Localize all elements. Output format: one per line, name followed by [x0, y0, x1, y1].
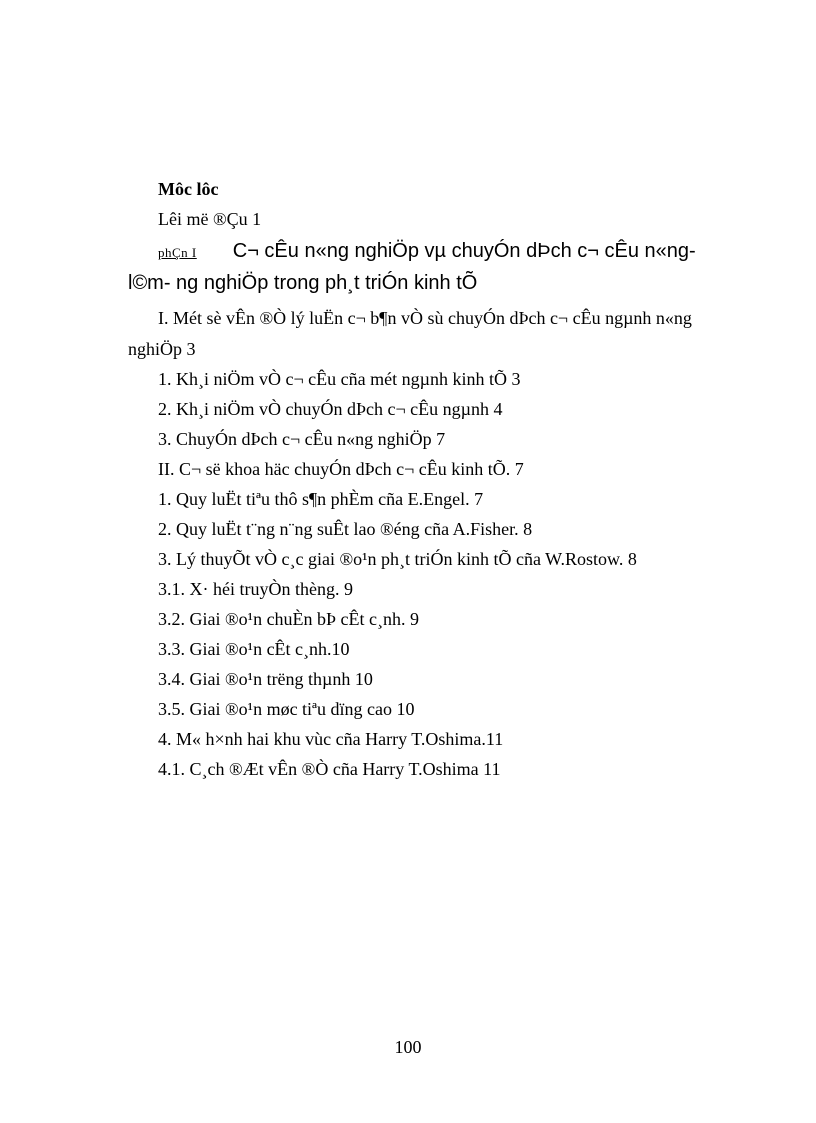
toc-item: 3.1. X· héi truyÒn thèng. 9 [158, 579, 353, 599]
toc-item: 1. Kh¸i niÖm vÒ c¬ cÊu cña mét ngµnh kinh tÕ 3 [158, 369, 521, 389]
part1-label: phÇn I [158, 245, 197, 260]
toc-item: 3. ChuyÓn dÞch c¬ cÊu n«ng nghiÖp 7 [158, 429, 446, 449]
toc-item: 2. Quy luËt t¨ng n¨ng suÊt lao ®éng cña A.Fisher. 8 [158, 519, 533, 539]
page-number: 100 [394, 1037, 422, 1057]
toc-item: 4.1. C¸ch ®Æt vÊn ®Ò cña Harry T.Oshima 11 [158, 759, 501, 779]
part1-title-line1: C¬ cÊu n«ng nghiÖp vµ chuyÓn dÞch c¬ cÊu n«ng- [232, 240, 696, 262]
toc-item: II. C¬ së khoa häc chuyÓn dÞch c¬ cÊu kinh tÕ. 7 [158, 459, 524, 479]
section1-line1: I. Mét sè vÊn ®Ò lý luËn c¬ b¶n vÒ sù chuyÓn dÞch c¬ cÊu ngµnh n«ng [158, 308, 692, 328]
part1-title-line2: l©m- ng nghiÖp trong ph¸t triÓn kinh tÕ [128, 272, 478, 294]
toc-item: 2. Kh¸i niÖm vÒ chuyÓn dÞch c¬ cÊu ngµnh 4 [158, 399, 503, 419]
part1-heading [158, 238, 696, 266]
toc-title: Môc lôc [158, 179, 219, 199]
toc-item: 3.3. Giai ®o¹n cÊt c¸nh.10 [158, 639, 350, 659]
toc-item: 3.4. Giai ®o¹n trëng thµnh 10 [158, 669, 373, 689]
toc-item: 3.2. Giai ®o¹n chuÈn bÞ cÊt c¸nh. 9 [158, 609, 420, 629]
toc-item: 3. Lý thuyÕt vÒ c¸c giai ®o¹n ph¸t triÓn kinh tÕ cña W.Rostow. 8 [158, 549, 637, 569]
toc-item: 4. M« h×nh hai khu vùc cña Harry T.Oshima.11 [158, 729, 504, 749]
toc-item: 1. Quy luËt tiªu thô s¶n phÈm cña E.Engel. 7 [158, 489, 484, 509]
toc-intro: Lêi më ®Çu 1 [158, 209, 262, 229]
section1-line2: nghiÖp 3 [128, 339, 196, 359]
toc-item: 3.5. Giai ®o¹n møc tiªu dïng cao 10 [158, 699, 415, 719]
